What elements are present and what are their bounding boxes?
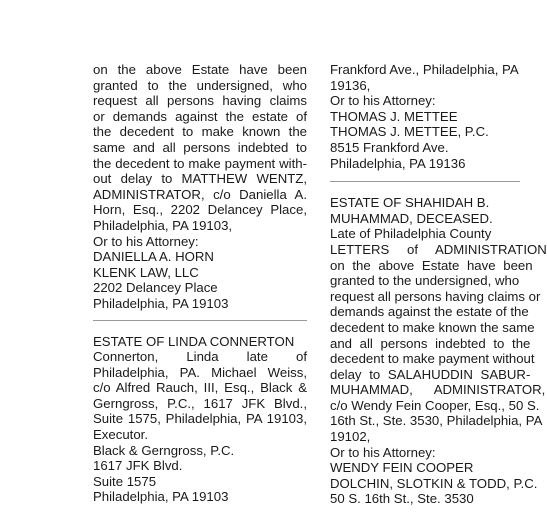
notice-line: Philadelphia, PA 19103 [93, 489, 229, 505]
notice-line: Or to his Attorney: [330, 93, 436, 109]
notice-line: request all persons having claims or [330, 288, 541, 304]
notice-line: c/o Alfred Rauch, III, Esq., Black & [93, 380, 307, 396]
notice-line: Late of Philadelphia County [330, 226, 492, 242]
estate-notice-wentz [93, 62, 307, 312]
notice-line: on the above Estate have been [93, 62, 307, 77]
notice-line: decedent to make payment without [330, 351, 535, 367]
notice-line: out delay to MATTHEW WENTZ, [93, 171, 307, 187]
notice-line: 8515 Frankford Ave. [330, 139, 449, 155]
notice-line: Suite 1575, Philadelphia, PA 19103, [93, 411, 307, 427]
notice-line: or demands against the estate of [93, 108, 307, 124]
notice-line: decedent to make known the same [330, 319, 535, 335]
notice-line: Connerton, Linda late of [93, 349, 307, 365]
notice-line: Philadelphia, PA. Michael Weiss, [93, 364, 307, 380]
notice-line: DANIELLA A. HORN [93, 249, 214, 265]
notice-line: Philadelphia, PA 19136 [330, 155, 466, 171]
notice-line: 19136, [330, 77, 371, 93]
notice-line: 50 S. 16th St., Ste. 3530 [330, 491, 474, 507]
notice-line: 19102, [330, 429, 371, 445]
notice-heading: MUHAMMAD, DECEASED. [330, 210, 493, 226]
notice-heading: ESTATE OF LINDA CONNERTON [93, 333, 295, 349]
left-column [93, 62, 307, 505]
estate-notice-mettee [330, 62, 530, 171]
notice-line: Executor. [93, 427, 148, 443]
notice-line: Frankford Ave., Philadelphia, PA [330, 62, 519, 77]
notice-line: Black & Gerngross, P.C. [93, 442, 235, 458]
notice-line: c/o Wendy Fein Cooper, Esq., 50 S. [330, 397, 540, 413]
notice-line: Philadelphia, PA 19103, [93, 217, 233, 233]
notice-line: demands against the estate of the [330, 304, 529, 320]
notice-line: on the above Estate have been [330, 257, 533, 273]
notice-line: request all persons having claims [93, 93, 307, 109]
notice-line: and all persons indebted to the [330, 335, 531, 351]
estate-notice-muhammad [330, 195, 547, 507]
notice-line: 16th St., Ste. 3530, Philadelphia, PA [330, 413, 543, 429]
notice-line: THOMAS J. METTEE, P.C. [330, 124, 489, 140]
notice-line: LETTERS of ADMINISTRATION [330, 241, 547, 257]
notice-line: MUHAMMAD, ADMINISTRATOR, [330, 382, 546, 398]
notice-line: ADMINISTRATOR, c/o Daniella A. [93, 186, 307, 202]
notice-line: KLENK LAW, LLC [93, 264, 199, 280]
notice-line: 1617 JFK Blvd. [93, 458, 183, 474]
notice-line: DOLCHIN, SLOTKIN & TODD, P.C. [330, 475, 538, 491]
notice-line: Or to his Attorney: [330, 444, 436, 460]
right-column [330, 62, 547, 507]
notice-line: Or to his Attorney: [93, 233, 199, 249]
notice-line: WENDY FEIN COOPER [330, 460, 474, 476]
notice-line: the decedent to make known the [93, 124, 307, 140]
notice-heading: ESTATE OF SHAHIDAH B. [330, 195, 490, 211]
notice-line: same and all persons indebted to [93, 139, 307, 155]
estate-notice-connerton [93, 334, 307, 506]
notice-line: Horn, Esq., 2202 Delancey Place, [93, 202, 307, 218]
notice-line: Suite 1575 [93, 473, 157, 489]
notice-line: the decedent to make payment with- [93, 155, 307, 171]
notice-divider [93, 320, 307, 321]
notice-line: delay to SALAHUDDIN SABUR- [330, 366, 531, 382]
notice-line: 2202 Delancey Place [93, 280, 218, 296]
notice-line: granted to the undersigned, who [330, 273, 520, 289]
notice-line: THOMAS J. METTEE [330, 108, 458, 124]
notice-divider [330, 181, 520, 182]
notice-line: Gerngross, P.C., 1617 JFK Blvd., [93, 395, 307, 411]
notice-line: Philadelphia, PA 19103 [93, 295, 229, 311]
notice-line: granted to the undersigned, who [93, 77, 307, 93]
